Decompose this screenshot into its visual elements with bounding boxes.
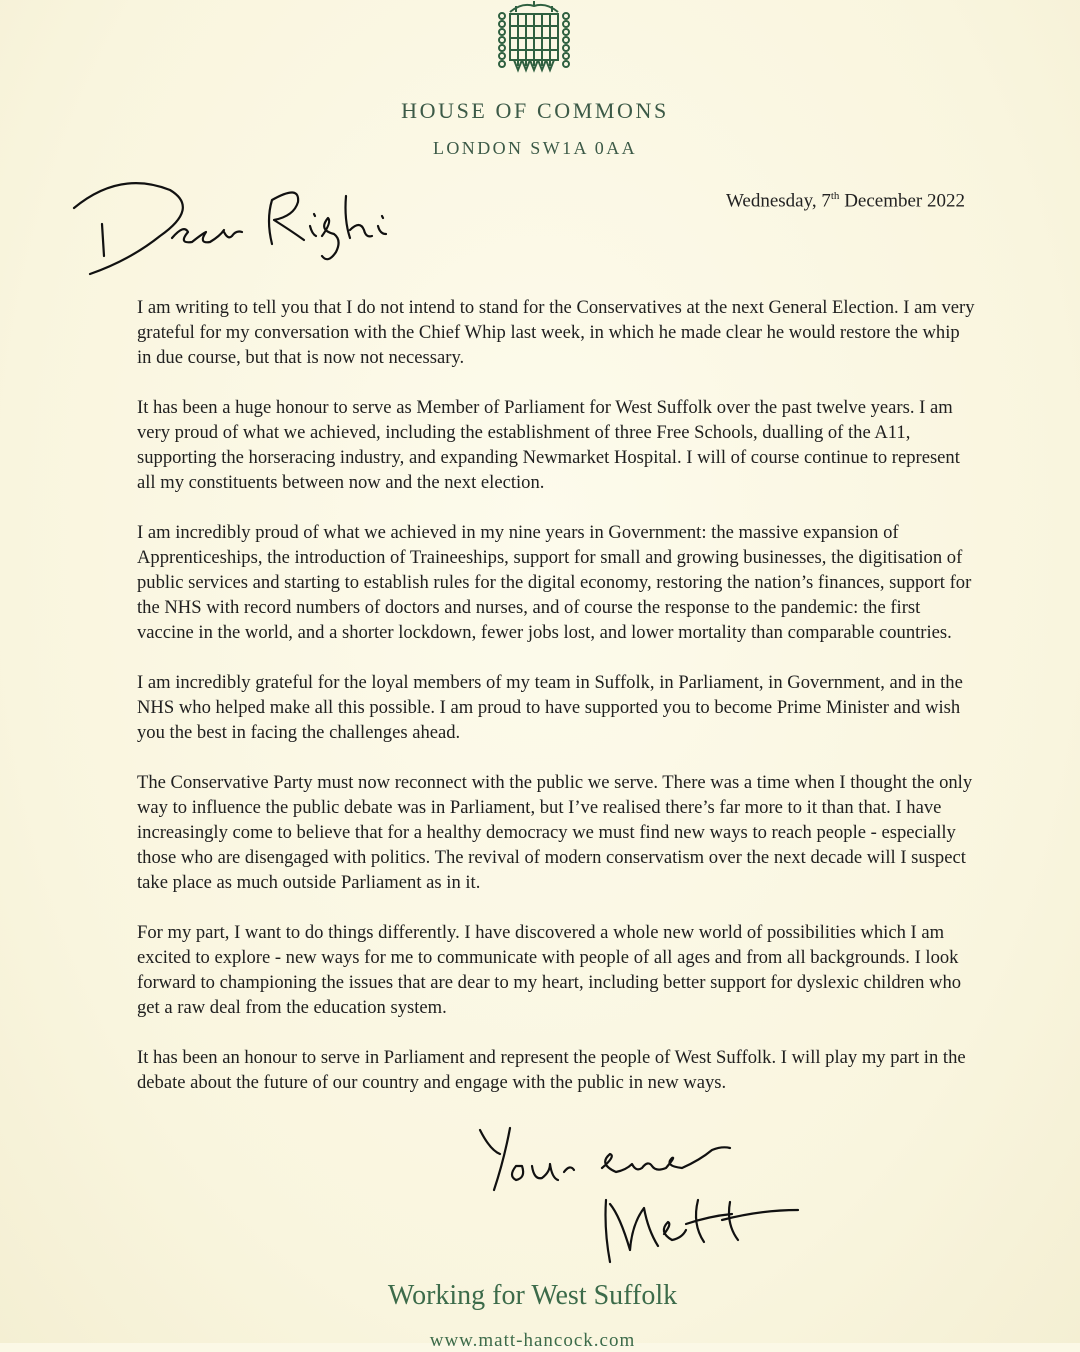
date-prefix: Wednesday, 7 (726, 190, 831, 212)
paragraph: It has been an honour to serve in Parliament and represent the people of West Suffolk. I will play my part in the debate about the future of our country and engage with the public in new ways. (137, 1047, 966, 1093)
portcullis-icon (492, 0, 576, 76)
paragraph: The Conservative Party must now reconnect with the public we serve. There was a time when I thought the only way to influence the public debate was in Parliament, but I’ve realised there’s far more to it than that. I have increasingly come to believe that for a healthy democracy we must find new ways to reach people - especially those who are disengaged with politics. The revival of modern conservatism over the next decade will I suspect take place as much outside Parliament as in it. (137, 772, 973, 893)
paragraph: For my part, I want to do things differently. I have discovered a whole new world of possibilities which I am excited to explore - new ways for me to communicate with people of all ages and from all backgrounds. I look forward to championing the issues that are dear to my heart, including better support for dyslexic children who get a raw deal from the education system. (137, 922, 962, 1018)
handwritten-salutation (60, 160, 440, 280)
letterhead-address: LONDON SW1A 0AA (433, 138, 637, 158)
date-suffix: December 2022 (839, 190, 965, 212)
footer-tagline: Working for West Suffolk (387, 1280, 678, 1311)
letter-body (137, 295, 977, 1120)
paragraph: It has been a huge honour to serve as Member of Parliament for West Suffolk over the past twelve years. I am very proud of what we achieved, including the establishment of three Free Schools, dualling of the A11, supporting the horseracing industry, and expanding Newmarket Hospital. I will of course continue to represent all my constituents between now and the next election. (137, 397, 960, 493)
paragraph: I am incredibly proud of what we achieved in my nine years in Government: the massive expansion of Apprenticeships, the introduction of Traineeships, support for small and growing businesses, the digitisation of public services and starting to establish rules for the digital economy, restoring the nation’s finances, support for the NHS with record numbers of doctors and nurses, and of course the response to the pandemic: the first vaccine in the world, and a shorter lockdown, fewer jobs lost, and lower mortality than comparable countries. (137, 522, 972, 643)
footer-website: www.matt-hancock.com (429, 1330, 636, 1351)
paragraph: I am incredibly grateful for the loyal members of my team in Suffolk, in Parliament, in Government, and in the NHS who helped make all this possible. I am proud to have supported you to become Prime Minister and wish you the best in facing the challenges ahead. (137, 672, 963, 743)
letterhead-title: HOUSE OF COMMONS (401, 98, 669, 123)
paragraph: I am writing to tell you that I do not intend to stand for the Conservatives at the next General Election. I am very grateful for my conversation with the Chief Whip last week, in which he made clear he would restore the whip in due course, but that is now not necessary. (137, 297, 975, 368)
handwritten-signature (460, 1120, 820, 1280)
letter-date (726, 190, 965, 212)
date-ordinal: th (830, 190, 840, 202)
